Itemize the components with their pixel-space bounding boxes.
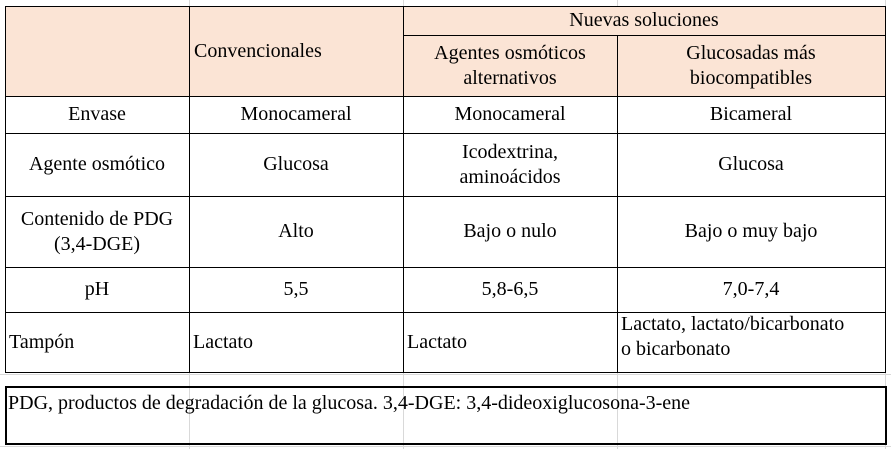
header-group-new-solutions: [403, 6, 885, 35]
footnote-text: PDG, productos de degradación de la glucosa. 3,4-DGE: 3,4-dideoxiglucosona-3-ene: [8, 392, 691, 414]
row-tampon-osmotic-text: Lactato: [407, 331, 467, 353]
row-envase-glucose-text: Bicameral: [709, 103, 793, 125]
row-pdg-glucose-text: Bajo o muy bajo: [684, 220, 818, 242]
row-tampon-conventional: [189, 312, 403, 373]
row-ph-conventional-text: 5,5: [283, 278, 309, 300]
header-osmotic-line2: alternativos: [463, 66, 557, 89]
header-conventional: [189, 6, 403, 96]
row-envase-conventional: [189, 96, 403, 133]
row-ph-glucose: [617, 267, 885, 312]
row-ph-osmotic-text: 5,8-6,5: [481, 278, 539, 300]
row-pdg-glucose: [617, 196, 885, 267]
row-ph-label-text: pH: [84, 278, 110, 300]
row-tampon-glucose: [617, 312, 885, 373]
footnote-border: [5, 443, 887, 445]
table-border: [403, 6, 404, 373]
table-border: [617, 35, 618, 373]
gridline: [0, 446, 891, 447]
row-envase-glucose: [617, 96, 885, 133]
row-pdg-conventional: [189, 196, 403, 267]
header-glucose-line2: biocompatibles: [689, 66, 813, 89]
table-border: [5, 372, 885, 373]
row-envase-osmotic: [403, 96, 617, 133]
table-border: [5, 6, 6, 373]
row-agente-glucose: [617, 133, 885, 196]
header-empty-cell: [5, 6, 189, 96]
row-ph-conventional: [189, 267, 403, 312]
header-osmotic-agents: [403, 35, 617, 96]
row-tampon-glucose-line2: o bicarbonato: [621, 338, 731, 360]
row-ph-osmotic: [403, 267, 617, 312]
row-agente-osmotic-line1: Icodextrina,: [461, 140, 559, 163]
row-tampon-label: [5, 312, 189, 373]
row-pdg-label: [5, 196, 189, 267]
row-pdg-label-line2: (3,4-DGE): [53, 232, 141, 255]
header-osmotic-line1: Agentes osmóticos: [434, 41, 586, 64]
table-border: [5, 312, 885, 313]
row-agente-conventional: [189, 133, 403, 196]
table-border: [5, 6, 885, 7]
row-tampon-label-text: Tampón: [9, 331, 75, 353]
row-envase-conventional-text: Monocameral: [240, 103, 352, 125]
header-group-text: Nuevas soluciones: [569, 9, 719, 31]
row-pdg-osmotic-text: Bajo o nulo: [463, 220, 557, 242]
table-border: [5, 196, 885, 197]
row-ph-label: [5, 267, 189, 312]
table-border: [5, 267, 885, 268]
row-agente-label-text: Agente osmótico: [28, 153, 166, 175]
footnote-border: [5, 386, 887, 388]
table-border: [5, 96, 885, 97]
row-tampon-glucose-line1: Lactato, lactato/bicarbonato: [621, 313, 845, 335]
footnote-border: [5, 386, 7, 445]
header-glucose-line1: Glucosadas más: [686, 41, 816, 64]
row-agente-label: [5, 133, 189, 196]
row-agente-osmotic-line2: aminoácidos: [459, 165, 561, 188]
table-border: [403, 35, 885, 36]
table-border: [189, 6, 190, 373]
gridline: [0, 374, 891, 375]
row-ph-glucose-text: 7,0-7,4: [722, 278, 780, 300]
row-tampon-osmotic: [403, 312, 617, 373]
row-agente-glucose-text: Glucosa: [718, 153, 784, 175]
row-agente-conventional-text: Glucosa: [263, 153, 329, 175]
row-envase-label: [5, 96, 189, 133]
row-envase-osmotic-text: Monocameral: [454, 103, 566, 125]
row-pdg-conventional-text: Alto: [278, 220, 314, 242]
header-glucose-biocompatible: [617, 35, 885, 96]
header-conventional-text: Convencionales: [194, 39, 322, 62]
table-border: [5, 133, 885, 134]
footnote-border: [885, 386, 887, 445]
row-tampon-conventional-text: Lactato: [193, 331, 253, 353]
row-agente-osmotic: [403, 133, 617, 196]
table-border: [885, 6, 886, 373]
row-envase-label-text: Envase: [68, 103, 126, 125]
row-pdg-label-line1: Contenido de PDG: [20, 207, 174, 230]
row-pdg-osmotic: [403, 196, 617, 267]
